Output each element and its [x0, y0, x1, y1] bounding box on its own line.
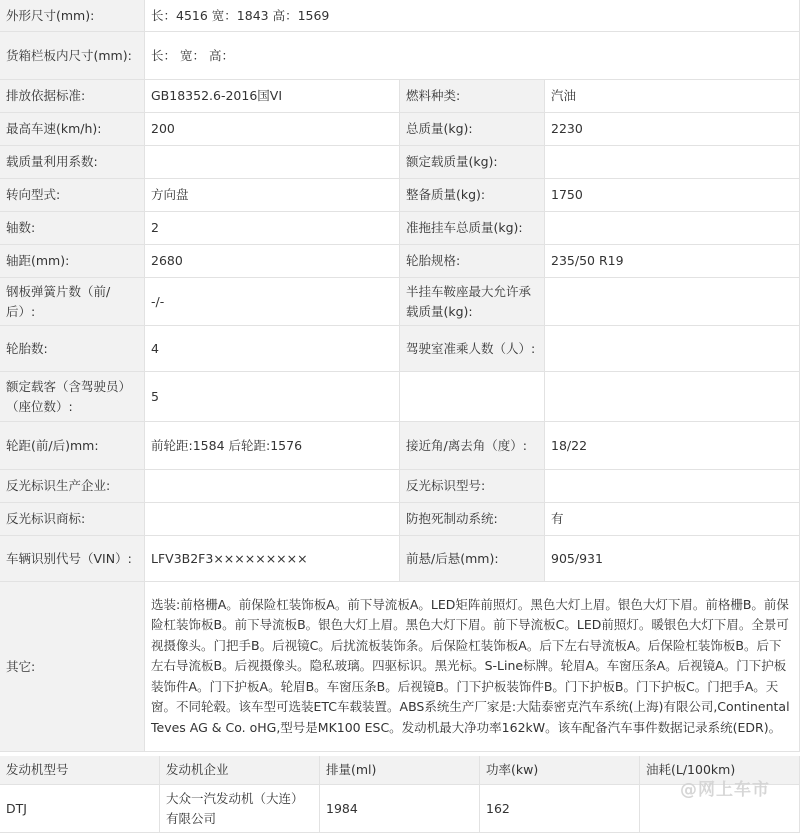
totalmass-label: 总质量(kg): — [400, 113, 545, 146]
cabseats-label: 驾驶室准乘人数（人）: — [400, 326, 545, 372]
totalmass-value: 2230 — [545, 113, 800, 146]
abs-value: 有 — [545, 503, 800, 536]
wheelbase-label: 轴距(mm): — [0, 245, 145, 278]
spring-value: -/- — [145, 278, 400, 326]
reflect-maker-label: 反光标识生产企业: — [0, 470, 145, 503]
engine-header-model: 发动机型号 — [0, 756, 160, 785]
vin-label: 车辆识别代号（VIN）: — [0, 536, 145, 582]
engine-power-value: 162 — [480, 785, 640, 833]
dims-value: 长：4516 宽：1843 高：1569 — [145, 0, 800, 32]
axles-label: 轴数: — [0, 212, 145, 245]
cabseats-value — [545, 326, 800, 372]
curbmass-value: 1750 — [545, 179, 800, 212]
curbmass-label: 整备质量(kg): — [400, 179, 545, 212]
ratedload-value — [545, 146, 800, 179]
engine-header-maker: 发动机企业 — [160, 756, 320, 785]
engine-displacement-value: 1984 — [320, 785, 480, 833]
steering-value: 方向盘 — [145, 179, 400, 212]
steering-label: 转向型式: — [0, 179, 145, 212]
tyre-label: 轮胎规格: — [400, 245, 545, 278]
maxspeed-value: 200 — [145, 113, 400, 146]
engine-model-value: DTJ — [0, 785, 160, 833]
emission-value: GB18352.6-2016国VI — [145, 80, 400, 113]
trailer-label: 准拖挂车总质量(kg): — [400, 212, 545, 245]
reflect-model-value — [545, 470, 800, 503]
track-label: 轮距(前/后)mm: — [0, 422, 145, 470]
overhang-value: 905/931 — [545, 536, 800, 582]
axles-value: 2 — [145, 212, 400, 245]
engine-header-displacement: 排量(ml) — [320, 756, 480, 785]
loadcoef-value — [145, 146, 400, 179]
tyrecount-label: 轮胎数: — [0, 326, 145, 372]
fuel-label: 燃料种类: — [400, 80, 545, 113]
fuel-value: 汽油 — [545, 80, 800, 113]
overhang-label: 前悬/后悬(mm): — [400, 536, 545, 582]
angle-value: 18/22 — [545, 422, 800, 470]
saddle-label: 半挂车鞍座最大允许承载质量(kg): — [400, 278, 545, 326]
wheelbase-value: 2680 — [145, 245, 400, 278]
abs-label: 防抱死制动系统: — [400, 503, 545, 536]
trailer-value — [545, 212, 800, 245]
emission-label: 排放依据标准: — [0, 80, 145, 113]
watermark-logo: @网上车市 — [680, 780, 770, 800]
other-value: 选装:前格栅A。前保险杠装饰板A。前下导流板A。LED矩阵前照灯。黑色大灯上眉。银色大灯下眉。前格栅B。前保险杠装饰板B。前下导流板B。银色大灯上眉。黑色大灯下眉。前下导流板C。LED前照灯。暖银色大灯下眉。全景可视摄像头。门把手B。后视镜C。后扰流板装饰条。后保险杠装饰板A。后下左右导流板A。后保险杠装饰板B。后下左右导流板B。后视摄像头。隐私玻璃。四驱标识。黑光标。S-Line标牌。轮眉A。车窗压条A。后视镜A。门下护板装饰件A。门下护板A。轮眉B。车窗压条B。后视镜B。门下护板装饰件B。门下护板B。门下护板C。门把手A。天窗。不同轮毂。该车型可选装ETC车载装置。ABS系统生产厂家是:大陆泰密克汽车系统(上海)有限公司,Continental Teves AG & Co. oHG,型号是MK100 ESC。发动机最大净功率162kW。该车配备汽车事件数据记录系统(EDR)。 — [145, 582, 800, 752]
reflect-maker-value — [145, 470, 400, 503]
saddle-value — [545, 278, 800, 326]
engine-maker-value: 大众一汽发动机（大连）有限公司 — [160, 785, 320, 833]
spring-label: 钢板弹簧片数（前/后）: — [0, 278, 145, 326]
tyrecount-value: 4 — [145, 326, 400, 372]
seats-value: 5 — [145, 372, 400, 422]
cargo-value: 长： 宽： 高： — [145, 32, 800, 80]
reflect-brand-label: 反光标识商标: — [0, 503, 145, 536]
cargo-label: 货箱栏板内尺寸(mm): — [0, 32, 145, 80]
angle-label: 接近角/离去角（度）: — [400, 422, 545, 470]
seats-blank-value — [545, 372, 800, 422]
seats-blank-label — [400, 372, 545, 422]
vin-value: LFV3B2F3××××××××× — [145, 536, 400, 582]
maxspeed-label: 最高车速(km/h): — [0, 113, 145, 146]
engine-header-fuel: 油耗(L/100km) — [640, 756, 800, 785]
seats-label: 额定载客（含驾驶员）（座位数）: — [0, 372, 145, 422]
tyre-value: 235/50 R19 — [545, 245, 800, 278]
reflect-brand-value — [145, 503, 400, 536]
track-value: 前轮距:1584 后轮距:1576 — [145, 422, 400, 470]
engine-header-power: 功率(kw) — [480, 756, 640, 785]
loadcoef-label: 载质量利用系数: — [0, 146, 145, 179]
ratedload-label: 额定载质量(kg): — [400, 146, 545, 179]
other-label: 其它: — [0, 582, 145, 752]
reflect-model-label: 反光标识型号: — [400, 470, 545, 503]
dims-label: 外形尺寸(mm): — [0, 0, 145, 32]
